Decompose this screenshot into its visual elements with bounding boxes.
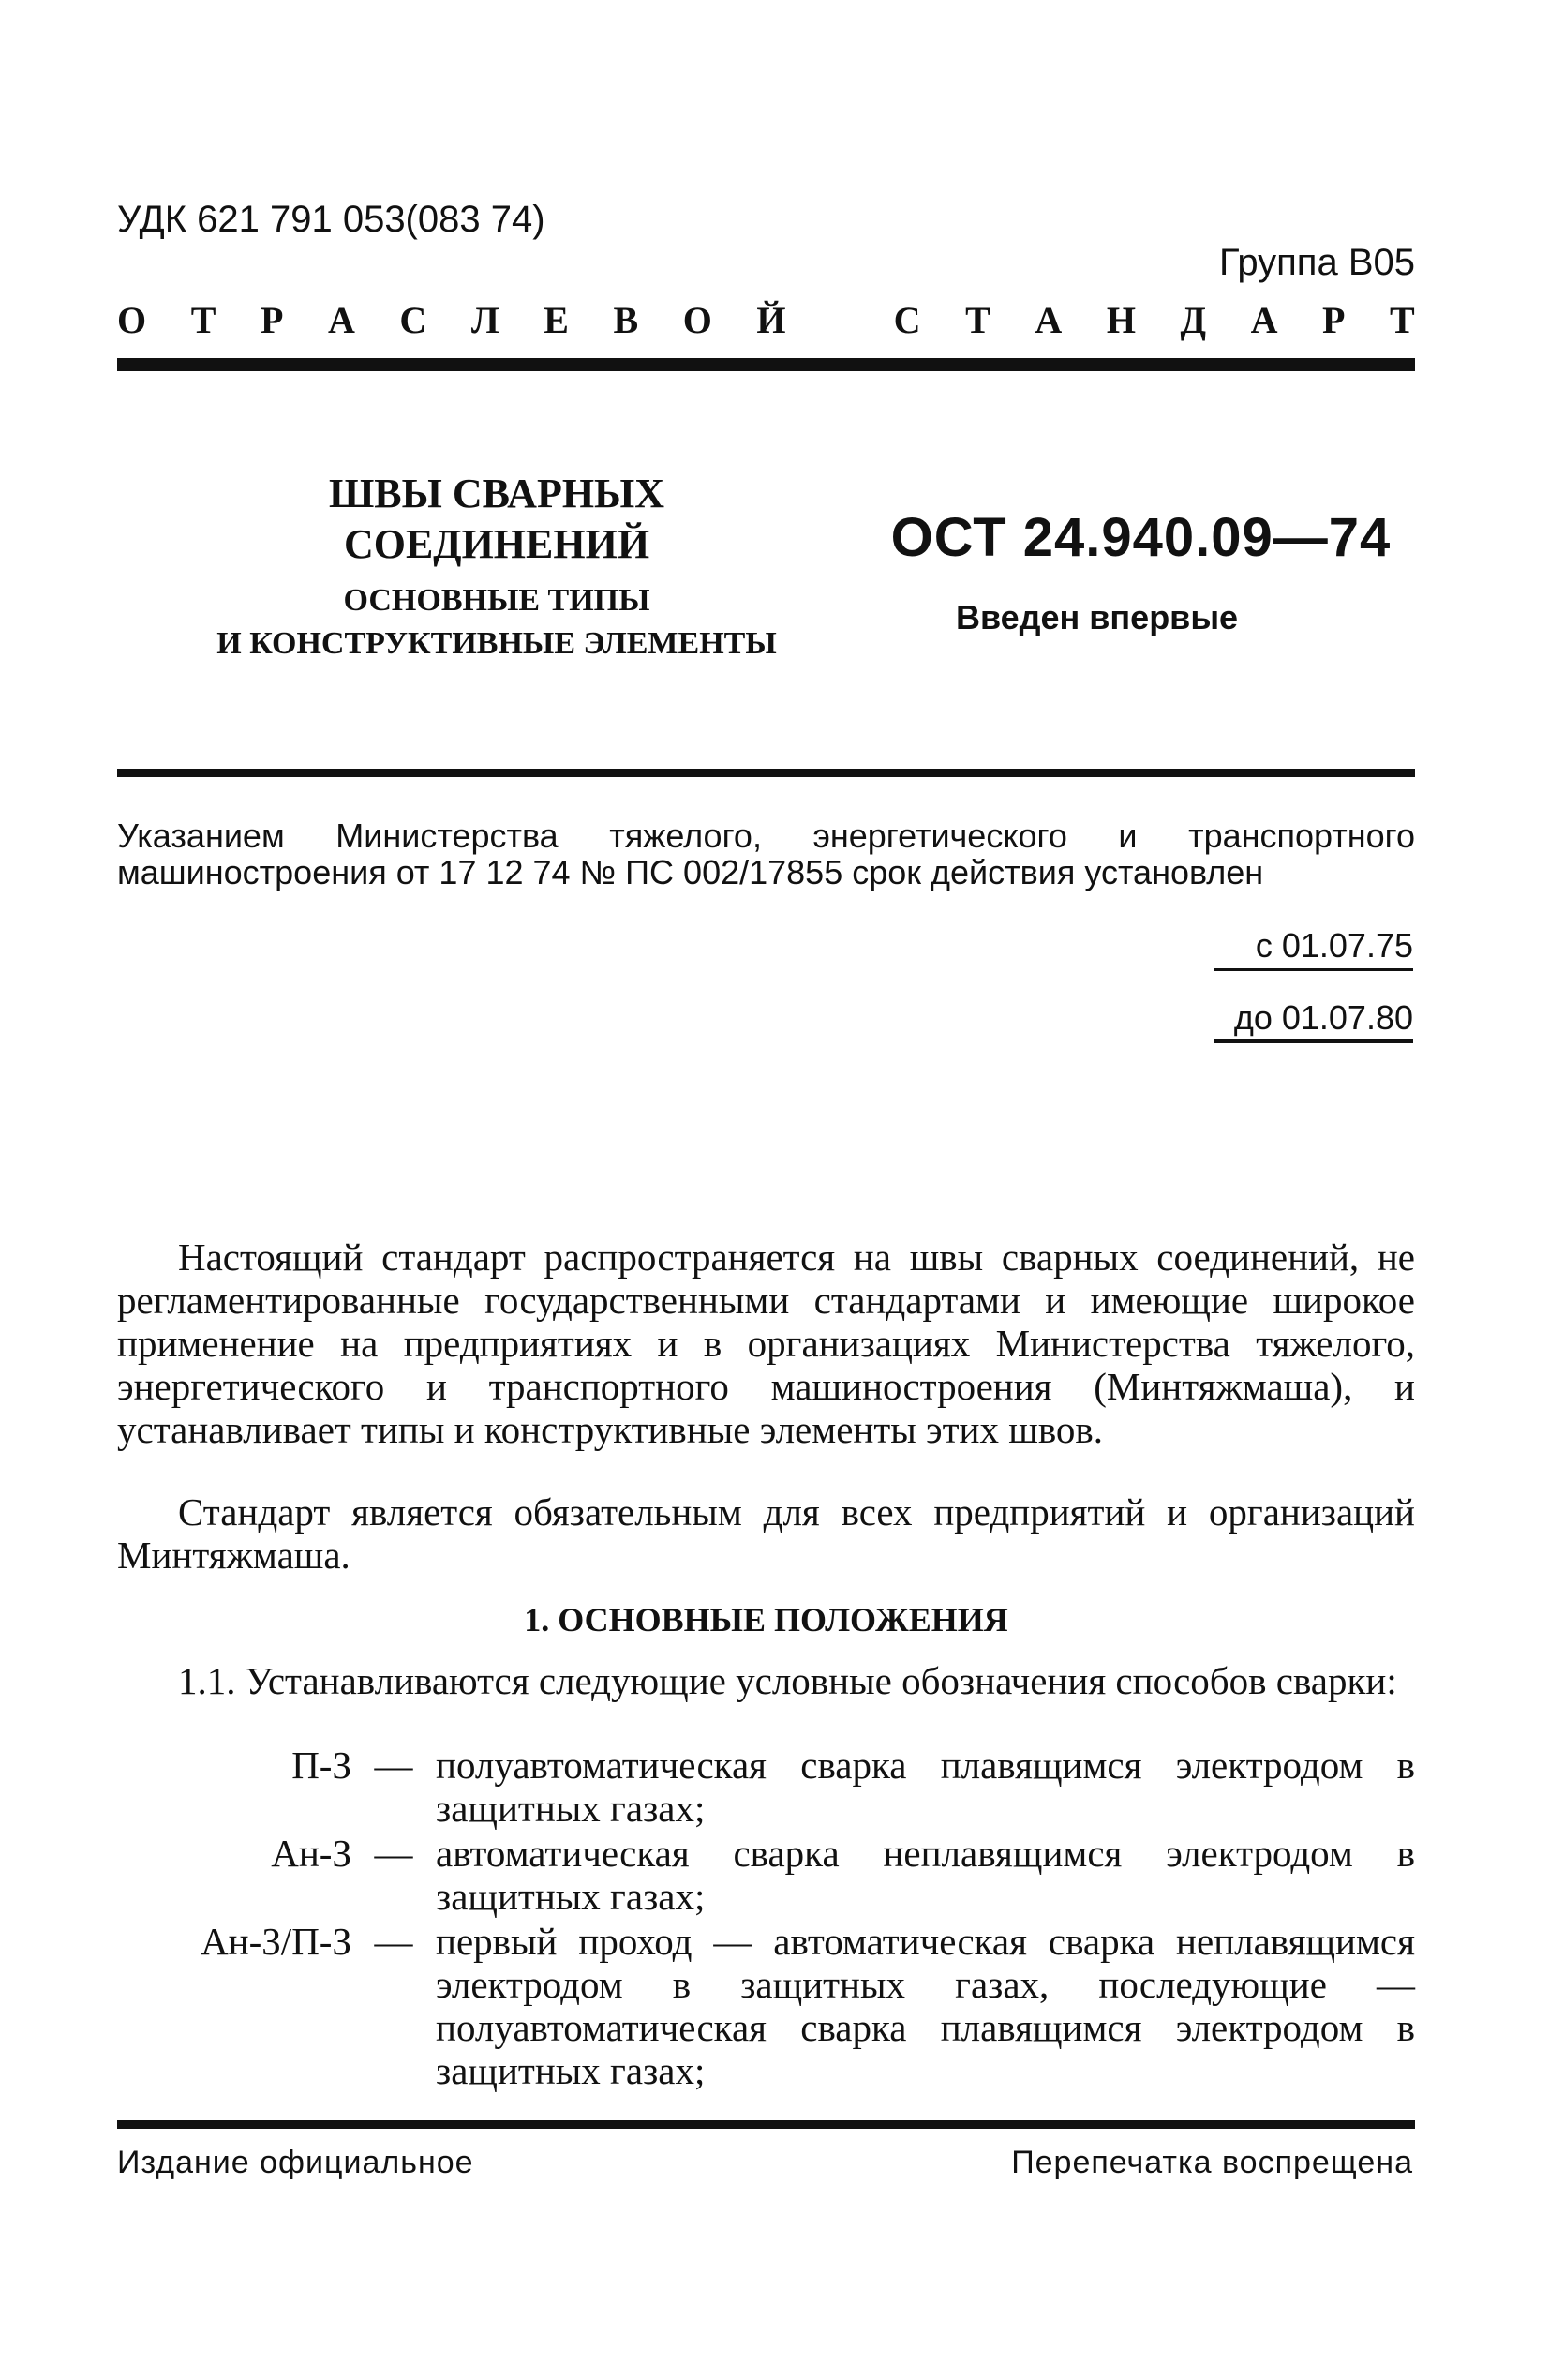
definition-code: Ан-З <box>271 1832 351 1875</box>
definition-code: Ан-З/П-З <box>201 1920 351 1963</box>
definition-dash: — <box>374 1744 413 1787</box>
definition-dash: — <box>374 1832 413 1875</box>
subtitle-line: ОСНОВНЫЕ ТИПЫ <box>343 583 650 618</box>
banner-letter: А <box>327 299 355 341</box>
definition-dash: — <box>374 1920 413 1963</box>
standard-designation: ОСТ 24.940.09—74 <box>890 507 1392 568</box>
banner-gap <box>830 298 849 342</box>
banner-letter: Е <box>544 299 569 341</box>
banner-letter: Р <box>260 299 284 341</box>
banner-letter: Л <box>470 299 499 341</box>
introduced-note: Введен впервые <box>956 598 1239 636</box>
standard-title <box>131 469 862 666</box>
validity-from: с 01.07.75 <box>1255 926 1413 965</box>
definition-text: полуавтоматическая сварка плавящимся электродом в защитных газах; <box>436 1744 1415 1830</box>
banner-letter: Р <box>1322 299 1346 341</box>
banner-letter: В <box>613 299 639 341</box>
footer-official-edition: Издание официальное <box>117 2145 474 2180</box>
banner-letter: О <box>682 299 712 341</box>
title-line: ШВЫ СВАРНЫХ <box>328 471 665 516</box>
definition-item <box>117 1744 1415 1830</box>
paragraph-scope: Настоящий стандарт распространяется на швы сварных соединений, не регламентированные государственными стандартами и имеющие широкое применение на предприятиях и в организациях Министерства тяжелого, энергетического и транспортного машиностроения (Минтяжмаша), и устанавливает типы и конструктивные элементы этих швов. <box>117 1235 1415 1451</box>
underline <box>1214 968 1413 971</box>
footer-rule <box>117 2120 1415 2129</box>
banner-letter: Н <box>1106 299 1136 341</box>
subtitle-line: И КОНСТРУКТИВНЫЕ ЭЛЕМЕНТЫ <box>216 626 777 661</box>
definition-text: первый проход — автоматическая сварка неплавящимся электродом в защитных газах, последующие — полуавтоматическая сварка плавящимся электродом в защитных газах; <box>436 1920 1415 2092</box>
banner-letter: Й <box>756 299 786 341</box>
banner-letter: Т <box>190 299 216 341</box>
paragraph-mandatory: Стандарт является обязательным для всех предприятий и организаций Минтяжмаша. <box>117 1490 1415 1577</box>
definition-code: П-З <box>291 1744 351 1787</box>
designation-list <box>117 1744 1415 2094</box>
banner-letter: С <box>893 299 921 341</box>
underline <box>1214 1039 1413 1043</box>
title-rule <box>117 769 1415 777</box>
validity-to: до 01.07.80 <box>1233 998 1413 1037</box>
udk-code: УДК 621 791 053(083 74) <box>117 199 545 240</box>
standard-banner <box>117 298 1415 342</box>
group-code: Группа В05 <box>1218 242 1415 283</box>
footer-reprint-prohibited: Перепечатка воспрещена <box>1011 2145 1413 2180</box>
definition-item <box>117 1832 1415 1918</box>
banner-letter: Т <box>965 299 990 341</box>
definition-item <box>117 1920 1415 2092</box>
decree-text: Указанием Министерства тяжелого, энергетического и транспортного машиностроения от 17 12 74 № ПС 002/17855 срок действия установлен <box>117 816 1415 891</box>
definition-text: автоматическая сварка неплавящимся электродом в защитных газах; <box>436 1832 1415 1918</box>
header-rule <box>117 358 1415 371</box>
title-line: СОЕДИНЕНИЙ <box>343 521 650 567</box>
banner-letter: С <box>399 299 427 341</box>
banner-letter: Д <box>1180 299 1207 341</box>
section-heading: 1. ОСНОВНЫЕ ПОЛОЖЕНИЯ <box>524 1601 1008 1639</box>
banner-letter: А <box>1250 299 1278 341</box>
paragraph-1-1: 1.1. Устанавливаются следующие условные обозначения способов сварки: <box>178 1659 1397 1702</box>
banner-letter: А <box>1035 299 1063 341</box>
banner-letter: О <box>117 299 147 341</box>
banner-letter: Т <box>1390 299 1415 341</box>
